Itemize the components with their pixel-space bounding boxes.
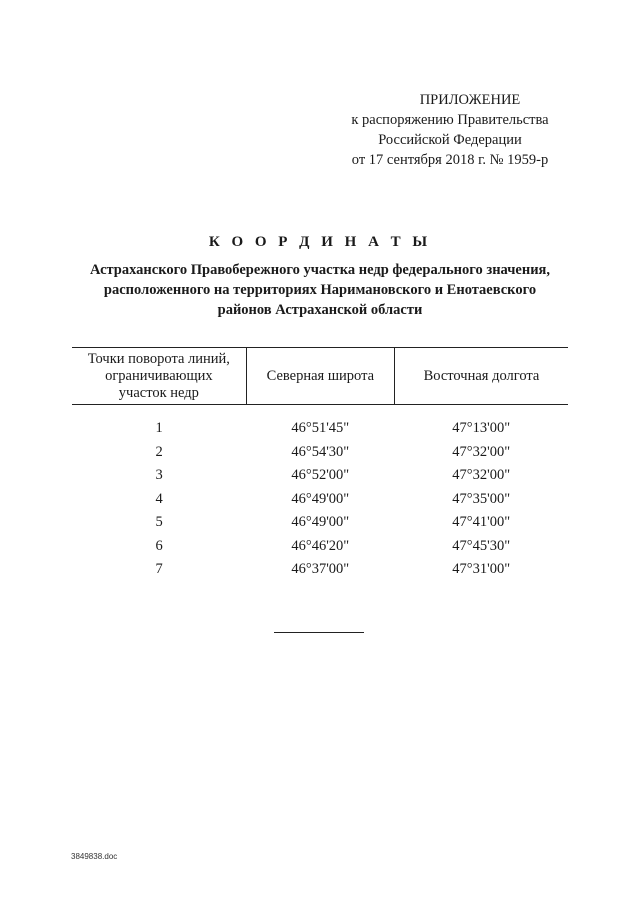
cell-point: 4: [155, 490, 163, 507]
appendix-line-2: Российской Федерации: [378, 132, 522, 148]
cell-north: 46°51'45": [291, 420, 350, 437]
cell-east: 47°35'00": [452, 490, 511, 507]
coordinates-table: [72, 347, 568, 582]
cell-north: 46°54'30": [291, 443, 350, 460]
cell-point: 7: [155, 561, 163, 578]
appendix-line-1: к распоряжению Правительства: [351, 112, 549, 128]
header-east-longitude: Восточная долгота: [394, 348, 568, 405]
header-north-latitude: Северная широта: [246, 348, 394, 405]
subtitle-line-2: расположенного на территориях Наримановского и Енотаевского: [103, 282, 537, 298]
table-row: [72, 441, 568, 465]
document-file-id: 3849838.doc: [71, 852, 118, 861]
document-title: К О О Р Д И Н А Т Ы: [208, 234, 432, 250]
cell-north: 46°46'20": [291, 537, 350, 554]
appendix-heading: ПРИЛОЖЕНИЕ: [419, 92, 521, 108]
cell-point: 6: [155, 537, 163, 554]
cell-east: 47°13'00": [452, 420, 511, 437]
header-point-line-3: участок недр: [118, 384, 199, 401]
appendix-block: [330, 90, 570, 170]
cell-east: 47°45'30": [452, 537, 511, 554]
table-header: [72, 348, 568, 405]
cell-point: 1: [155, 420, 163, 437]
closing-divider: [274, 632, 364, 633]
appendix-line-3: от 17 сентября 2018 г. № 1959-р: [351, 152, 549, 168]
cell-east: 47°31'00": [452, 561, 511, 578]
document-subtitle: [60, 260, 580, 320]
table-row: [72, 558, 568, 582]
table-row: [72, 511, 568, 535]
table-row: [72, 464, 568, 488]
cell-east: 47°32'00": [452, 443, 511, 460]
cell-north: 46°49'00": [291, 514, 350, 531]
cell-north: 46°37'00": [291, 561, 350, 578]
cell-point: 5: [155, 514, 163, 531]
table-row: [72, 405, 568, 441]
header-row: [72, 348, 568, 405]
subtitle-line-3: районов Астраханской области: [217, 302, 423, 318]
table-row: [72, 535, 568, 559]
header-point-line-1: Точки поворота линий,: [87, 350, 230, 367]
cell-north: 46°49'00": [291, 490, 350, 507]
subtitle-line-1: Астраханского Правобережного участка недр федерального значения,: [89, 262, 551, 278]
cell-north: 46°52'00": [291, 467, 350, 484]
cell-east: 47°41'00": [452, 514, 511, 531]
header-point: [72, 348, 246, 405]
cell-point: 2: [155, 443, 163, 460]
table-body: [72, 405, 568, 582]
cell-east: 47°32'00": [452, 467, 511, 484]
cell-point: 3: [155, 467, 163, 484]
table-row: [72, 488, 568, 512]
header-point-line-2: ограничивающих: [105, 367, 213, 384]
